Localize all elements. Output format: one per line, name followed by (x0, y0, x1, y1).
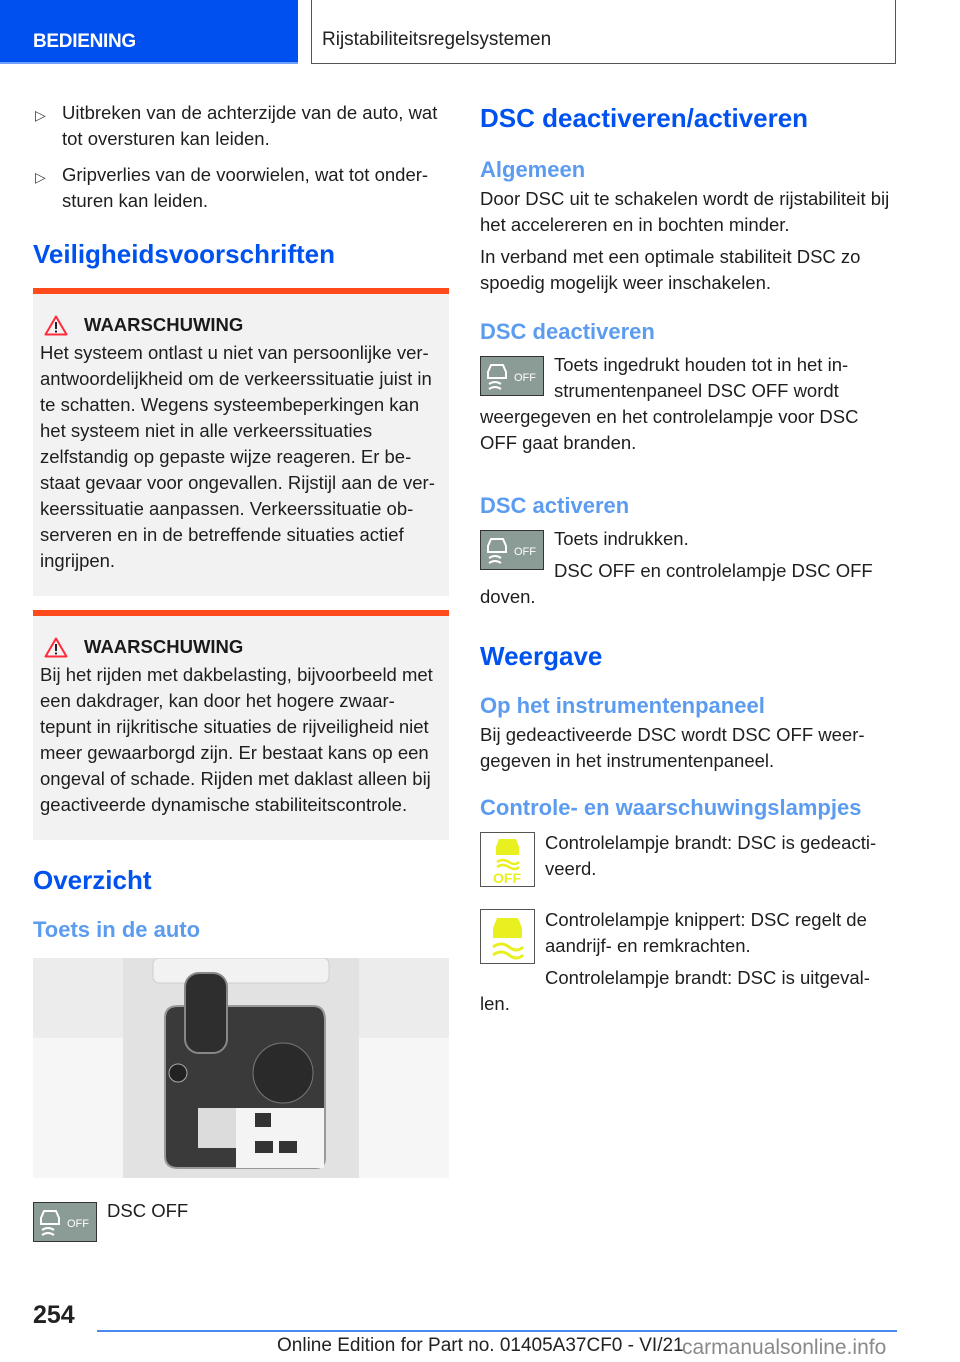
panel-heading: Op het instrumentenpaneel (480, 693, 765, 718)
warning-box (33, 288, 449, 596)
watermark: carmanualsonline.info (682, 1336, 887, 1359)
bullet-item: ▷ Gripverlies van de voorwielen, wat tot onder-sturen kan leiden. (35, 164, 429, 211)
svg-text:OFF: OFF (67, 1218, 89, 1230)
display-heading: Weergave (480, 641, 603, 671)
button-caption: DSC OFF (107, 1200, 189, 1221)
dsc-indicator-icon (480, 909, 535, 964)
page-number: 254 (33, 1301, 75, 1329)
section-tab (0, 0, 298, 64)
dsc-off-button-icon (33, 1202, 97, 1242)
warning-text: Het systeem ontlast u niet van persoonlijke ver-antwoordelijkheid om de verkeerssituatie juist in te schatten. Wegens systeembeperkingen kan het systeem niet in alle verkeerssituaties zelfstandig op gepaste wijze reageren. Er be-staat gevaar voor ongevallen. Rijstijl aan de ver-keerssituatie aanpassen. Verkeerssituatie ob-serveren en in de betreffende situaties actief ingrijpen. (40, 342, 435, 571)
chapter-header (311, 0, 896, 64)
svg-text:OFF: OFF (514, 372, 536, 384)
activate-text-1: Toets indrukken. (554, 528, 689, 549)
dsc-off-legend (33, 1198, 449, 1230)
section-title: BEDIENING (33, 31, 136, 52)
chapter-title: Rijstabiliteitsregelsystemen (322, 29, 552, 50)
triangle-bullet-icon: ▷ (35, 169, 46, 185)
lamp-item-off (480, 830, 896, 893)
general-paragraph-2: In verband met een optimale stabiliteit DSC zo spoedig mogelijk weer inschakelen. (480, 246, 861, 293)
footer-divider (97, 1330, 897, 1332)
overview-heading: Overzicht (33, 865, 152, 895)
center-console-image (33, 958, 449, 1178)
warning-box (33, 610, 449, 840)
lamp2-text-2: Controlelampje brandt: DSC is uitgeval-len. (480, 967, 870, 1014)
svg-text:OFF: OFF (514, 546, 536, 558)
deactivate-block (480, 352, 896, 456)
svg-text:OFF: OFF (493, 870, 521, 886)
left-column (33, 100, 449, 1246)
dsc-off-button-icon (480, 356, 544, 396)
safety-heading: Veiligheidsvoorschriften (33, 239, 335, 269)
lamp1-text: Controlelampje brandt: DSC is gedeacti-veerd. (545, 832, 877, 879)
activate-block (480, 526, 896, 610)
warning-title: WAARSCHUWING (84, 636, 244, 657)
deactivate-text: Toets ingedrukt houden tot in het in-strumentenpaneel DSC OFF wordt weergegeven en het controlelampje voor DSC OFF gaat branden. (480, 354, 859, 453)
general-paragraph-1: Door DSC uit te schakelen wordt de rijstabiliteit bij het accelereren en in bochten minder. (480, 188, 890, 235)
activate-text-2: DSC OFF en controlelampje DSC OFF doven. (480, 560, 873, 607)
dsc-off-button-icon (480, 530, 544, 570)
warning-title: WAARSCHUWING (84, 314, 244, 335)
deactivate-heading: DSC deactiveren (480, 319, 655, 344)
edition-text: Online Edition for Part no. 01405A37CF0 - VI/21 (277, 1335, 684, 1356)
warning-text: Bij het rijden met dakbelasting, bijvoorbeeld met een dakdrager, kan door het hogere zwaar-tepunt in rijkritische situaties de rijveiligheid niet meer gewaarborgd zijn. Er bestaat kans op een ongeval of schade. Rijden met daklast alleen bij geactiveerde dynamische stabiliteitscontrole. (40, 664, 433, 815)
warning-triangle-icon (44, 637, 68, 658)
lamp2-text-1: Controlelampje knippert: DSC regelt de aandrijf- en remkrachten. (545, 909, 867, 956)
button-heading: Toets in de auto (33, 917, 201, 942)
warning-triangle-icon (44, 315, 68, 336)
dsc-main-heading: DSC deactiveren/activeren (480, 103, 809, 133)
lamps-heading: Controle- en waarschuwingslampjes (480, 795, 862, 820)
activate-heading: DSC activeren (480, 493, 630, 518)
dsc-off-indicator-icon (480, 832, 535, 887)
bullet-item: ▷ Uitbreken van de achterzijde van de auto, wat tot oversturen kan leiden. (35, 102, 438, 149)
panel-text: Bij gedeactiveerde DSC wordt DSC OFF weer-gegeven in het instrumentenpaneel. (480, 724, 865, 771)
triangle-bullet-icon: ▷ (35, 107, 46, 123)
right-column (480, 102, 896, 1017)
lamp-item-dsc (480, 907, 896, 1017)
center-console-photo (33, 958, 449, 1178)
general-heading: Algemeen (480, 157, 586, 182)
